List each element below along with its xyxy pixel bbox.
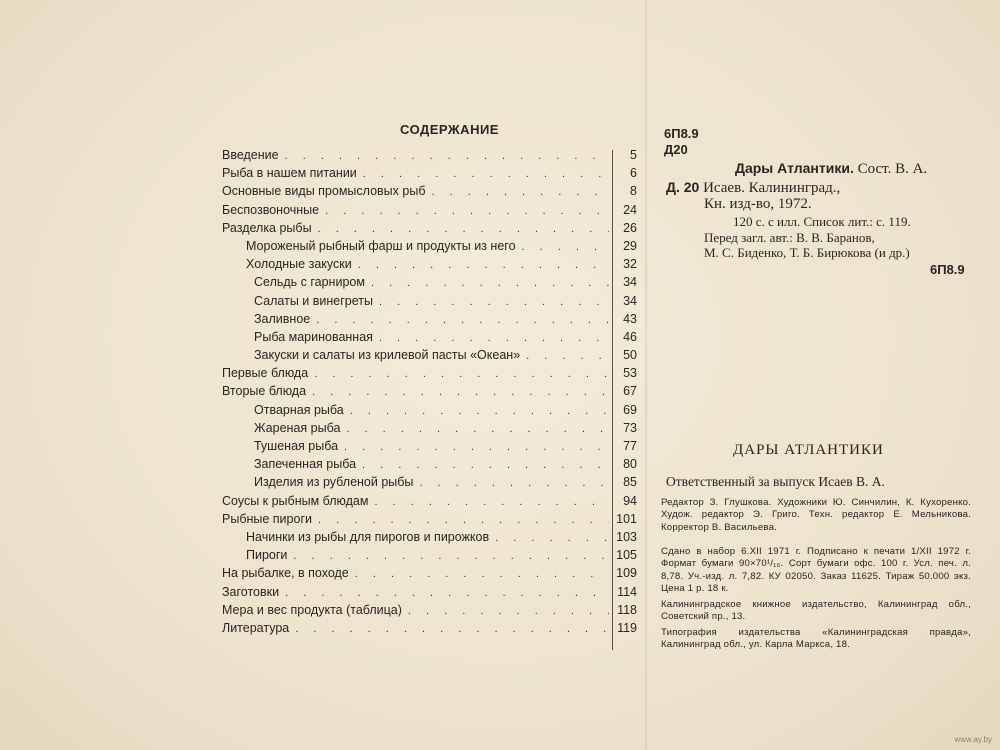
toc-entry	[222, 219, 637, 237]
toc-entry-title: Закуски и салаты из крилевой пасты «Океан»	[254, 348, 521, 363]
toc-entry-title: Основные виды промысловых рыб	[222, 184, 426, 199]
toc-entry-title: Мороженый рыбный фарш и продукты из него	[246, 238, 516, 253]
toc-dot-leader	[379, 329, 609, 347]
toc-entry	[222, 473, 637, 491]
toc-entry-page: 77	[623, 439, 637, 453]
toc-dot-leader	[408, 602, 609, 620]
toc-entry-page: 85	[623, 475, 637, 490]
toc-entry	[222, 528, 637, 546]
toc-entry-page: 50	[623, 348, 637, 363]
toc-entry-page: 34	[623, 275, 637, 290]
toc-entry-page: 103	[616, 529, 637, 544]
toc-dot-leader	[318, 511, 609, 529]
toc-entry-title: Заливное	[254, 311, 311, 326]
toc-entry-page: 69	[623, 402, 637, 417]
toc-dot-leader	[350, 402, 609, 420]
toc-entry	[222, 546, 637, 564]
toc-entry	[222, 510, 637, 528]
toc-entry-page: 46	[623, 329, 637, 344]
biblio-line-5: Перед загл. авт.: В. В. Баранов,	[704, 230, 875, 245]
biblio-line-1	[735, 160, 927, 178]
biblio-line-2-rest: Исаев. Калининград.,	[699, 180, 841, 196]
toc-entry	[222, 492, 637, 510]
toc-entry-title: Первые блюда	[222, 366, 309, 381]
toc-entry-title: Вторые блюда	[222, 384, 307, 399]
toc-entry-page: 5	[630, 148, 637, 162]
toc-entry	[222, 455, 637, 473]
toc-dot-leader	[295, 620, 609, 638]
toc-entry-title: Запеченная рыба	[254, 457, 357, 472]
toc-entry-title: Рыбные пироги	[222, 511, 312, 526]
toc-dot-leader	[522, 238, 609, 256]
toc-entry	[222, 364, 637, 382]
toc-entry-title: Пироги	[246, 548, 288, 563]
classification-code: 6П8.9	[664, 126, 699, 141]
toc-entry-page: 43	[623, 311, 637, 326]
toc-entry-page: 6	[630, 166, 637, 181]
toc-dot-leader	[293, 547, 609, 565]
toc-dot-leader	[363, 165, 609, 183]
toc-entry-title: Разделка рыбы	[222, 220, 312, 235]
classification-code-bottom: 6П8.9	[930, 262, 965, 277]
toc-entry-page: 26	[623, 220, 637, 235]
toc-entry-page: 114	[617, 584, 637, 599]
toc-entry-title: Введение	[222, 148, 279, 162]
toc-dot-leader	[379, 293, 609, 311]
toc-entry-page: 53	[623, 366, 637, 381]
toc-page-rule	[612, 150, 613, 650]
toc-entry	[222, 564, 637, 582]
toc-entry-page: 8	[630, 184, 637, 199]
toc-entry-page: 24	[623, 202, 637, 217]
imprint-printer: Типография издательства «Калининградская правда», Калининград обл., ул. Карла Маркса, 18.	[661, 627, 971, 651]
toc-entry	[222, 419, 637, 437]
toc-dot-leader	[495, 529, 609, 547]
author-mark: Д20	[664, 142, 688, 157]
biblio-shelf-mark: Д. 20	[666, 179, 700, 195]
toc-entry	[222, 237, 637, 255]
toc-entry	[222, 583, 637, 601]
toc-entry-page: 119	[617, 620, 637, 635]
toc-entry-page: 118	[617, 602, 637, 617]
watermark: www.ay.by	[954, 735, 992, 744]
toc-entry-title: Начинки из рыбы для пирогов и пирожков	[246, 529, 490, 544]
toc-entry	[222, 382, 637, 400]
toc-entry	[222, 164, 637, 182]
toc-dot-leader	[325, 202, 609, 220]
toc-dot-leader	[285, 584, 609, 602]
biblio-line-1-rest: Сост. В. А.	[853, 161, 928, 177]
toc-entry-page: 73	[623, 420, 637, 435]
imprint-staff: Редактор З. Глушкова. Художники Ю. Синчилин, К. Кухоренко. Худож. редактор Э. Григо. Техн. редактор Е. Мельникова. Корректор В. Васильева.	[661, 497, 971, 533]
toc-entry-title: Литература	[222, 620, 290, 635]
toc-entry	[222, 437, 637, 455]
toc-entry	[222, 201, 637, 219]
toc-entry-title: Изделия из рубленой рыбы	[254, 475, 414, 490]
toc-dot-leader	[362, 456, 609, 474]
toc-dot-leader	[285, 147, 609, 165]
toc-dot-leader	[358, 256, 609, 274]
biblio-line-4: 120 с. с илл. Список лит.: с. 119.	[733, 214, 911, 229]
toc-entry-title: Холодные закуски	[246, 257, 352, 272]
toc-entry-page: 94	[623, 493, 637, 508]
table-of-contents	[222, 146, 637, 637]
toc-title: СОДЕРЖАНИЕ	[400, 122, 499, 137]
toc-entry	[222, 601, 637, 619]
toc-entry-title: Салаты и винегреты	[254, 293, 373, 308]
imprint-print-data: Сдано в набор 6.XII 1971 г. Подписано к печати 1/XII 1972 г. Формат бумаги 90×70¹/₁₆. Сорт бумаги офс. 100 г. Усл. печ. л. 8,78. Уч.-изд. л. 7,82. КУ 02050. Заказ 11625. Тираж 50.000 экз. Цена 1 р. 18 к.	[661, 546, 971, 595]
toc-entry-title: Соусы к рыбным блюдам	[222, 493, 369, 508]
toc-entry-title: Мера и вес продукта (таблица)	[222, 602, 402, 617]
toc-entry-title: Жареная рыба	[254, 420, 341, 435]
biblio-line-6: М. С. Биденко, Т. Б. Бирюкова (и др.)	[704, 245, 910, 260]
toc-entry-title: Отварная рыба	[254, 402, 344, 417]
biblio-title: Дары Атлантики.	[735, 160, 854, 176]
toc-entry-page: 32	[623, 257, 637, 272]
biblio-line-2	[666, 179, 840, 197]
toc-dot-leader	[432, 183, 610, 201]
toc-entry-title: Рыба в нашем питании	[222, 166, 357, 181]
toc-entry	[222, 182, 637, 200]
toc-dot-leader	[371, 274, 609, 292]
toc-entry-title: Заготовки	[222, 584, 280, 599]
toc-dot-leader	[312, 383, 609, 401]
toc-entry	[222, 401, 637, 419]
toc-entry-title: Тушеная рыба	[254, 439, 339, 453]
toc-entry-page: 34	[623, 293, 637, 308]
toc-dot-leader	[526, 347, 609, 365]
toc-dot-leader	[419, 474, 609, 492]
toc-entry	[222, 619, 637, 637]
toc-entry	[222, 346, 637, 364]
toc-dot-leader	[314, 365, 609, 383]
toc-entry-page: 105	[616, 548, 637, 563]
toc-dot-leader	[344, 438, 609, 456]
biblio-line-3: Кн. изд-во, 1972.	[704, 196, 812, 212]
toc-dot-leader	[316, 311, 609, 329]
toc-entry	[222, 146, 637, 164]
toc-entry	[222, 292, 637, 310]
toc-entry	[222, 255, 637, 273]
page-fold	[645, 0, 647, 750]
toc-entry-page: 101	[616, 511, 637, 526]
toc-entry	[222, 273, 637, 291]
toc-entry-title: Беспозвоночные	[222, 202, 320, 217]
toc-dot-leader	[346, 420, 609, 438]
imprint-publisher: Калининградское книжное издательство, Калининград обл., Советский пр., 13.	[661, 599, 971, 623]
imprint-responsible: Ответственный за выпуск Исаев В. А.	[666, 474, 885, 489]
toc-dot-leader	[355, 565, 609, 583]
toc-entry-title: Сельдь с гарниром	[254, 275, 365, 290]
toc-entry-page: 67	[623, 384, 637, 399]
toc-entry	[222, 328, 637, 346]
toc-entry-page: 80	[623, 457, 637, 472]
toc-dot-leader	[374, 493, 609, 511]
toc-entry	[222, 310, 637, 328]
toc-entry-page: 29	[623, 238, 637, 253]
toc-entry-title: Рыба маринованная	[254, 329, 373, 344]
toc-dot-leader	[318, 220, 609, 238]
toc-entry-title: На рыбалке, в походе	[222, 566, 349, 581]
imprint-book-title: ДАРЫ АТЛАНТИКИ	[733, 442, 884, 458]
toc-entry-page: 109	[616, 566, 637, 581]
